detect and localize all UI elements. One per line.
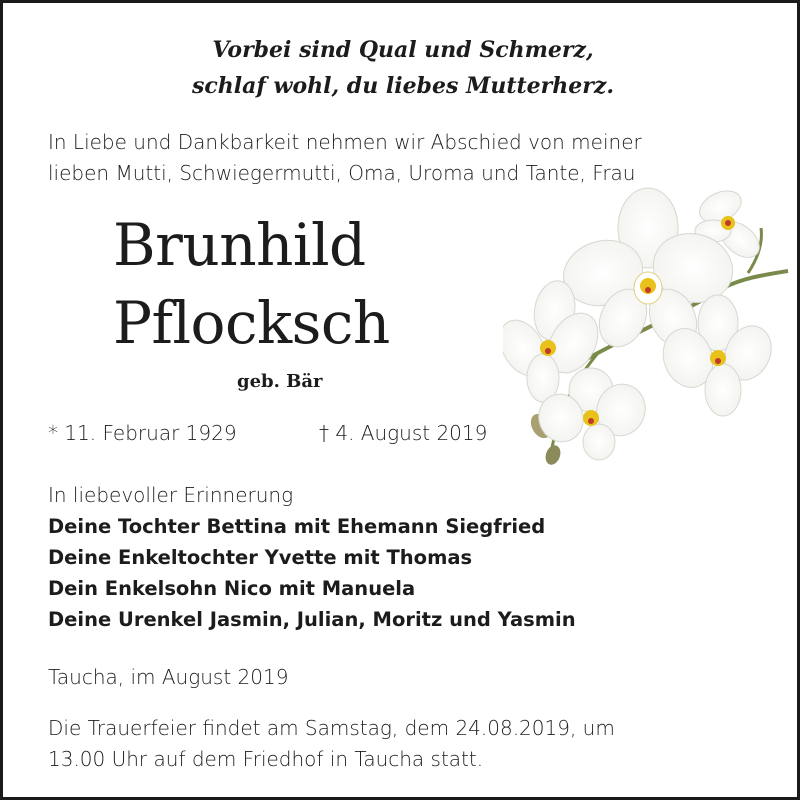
intro-text bbox=[48, 127, 788, 189]
deceased-first-name: Brunhild bbox=[113, 211, 366, 279]
intro-line-2: lieben Mutti, Schwiegermutti, Oma, Uroma und Tante, Frau bbox=[48, 161, 636, 185]
service-line-2: 13.00 Uhr auf dem Friedhof in Taucha statt. bbox=[48, 747, 484, 771]
mourners-list bbox=[48, 480, 576, 635]
mourner-line: Deine Urenkel Jasmin, Julian, Moritz und Yasmin bbox=[48, 608, 576, 631]
verse-line-1: Vorbei sind Qual und Schmerz, bbox=[212, 37, 594, 63]
service-line-1: Die Trauerfeier findet am Samstag, dem 24.08.2019, um bbox=[48, 716, 615, 740]
mourner-line: Deine Tochter Bettina mit Ehemann Siegfried bbox=[48, 515, 546, 538]
orchid-illustration bbox=[503, 183, 793, 473]
verse-line-2: schlaf wohl, du liebes Mutterherz. bbox=[192, 73, 614, 99]
orchid-bud bbox=[543, 443, 563, 467]
mourner-line: Dein Enkelsohn Nico mit Manuela bbox=[48, 577, 416, 600]
deceased-last-name: Pflocksch bbox=[113, 289, 390, 357]
mourner-line: Deine Enkeltochter Yvette mit Thomas bbox=[48, 546, 473, 569]
place-and-date: Taucha, im August 2019 bbox=[48, 665, 289, 689]
birth-date: * 11. Februar 1929 bbox=[48, 421, 237, 445]
intro-line-1: In Liebe und Dankbarkeit nehmen wir Abschied von meiner bbox=[48, 130, 642, 154]
death-date: † 4. August 2019 bbox=[319, 421, 488, 445]
memorial-verse bbox=[3, 32, 800, 104]
funeral-service-info bbox=[48, 713, 615, 775]
mourners-lead: In liebevoller Erinnerung bbox=[48, 483, 294, 507]
maiden-name: geb. Bär bbox=[237, 371, 323, 392]
